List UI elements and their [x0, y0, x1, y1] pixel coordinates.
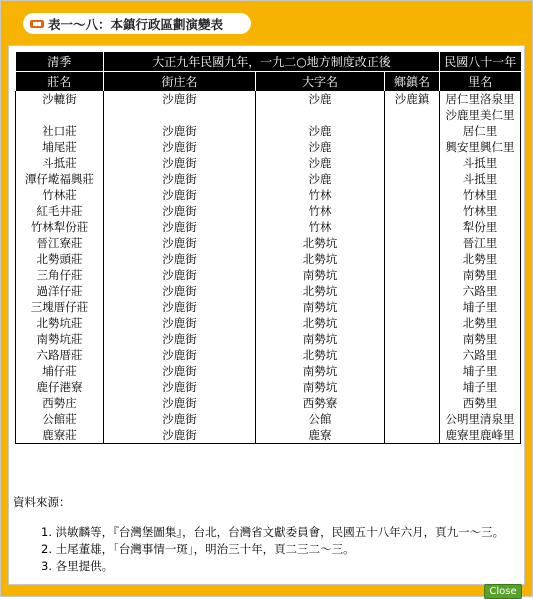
- table-cell: 鹿仔港寮: [16, 379, 104, 395]
- table-cell: 沙轆街: [16, 91, 104, 107]
- table-row: [16, 395, 521, 411]
- table-cell: 沙鹿: [256, 91, 385, 107]
- table-cell: 沙鹿街: [104, 155, 256, 171]
- table-cell: 竹林: [256, 203, 385, 219]
- table-cell: [385, 251, 440, 267]
- table-cell: [385, 331, 440, 347]
- table-cell: 居仁里洛泉里: [440, 91, 521, 107]
- table-cell: 南勢坑: [256, 331, 385, 347]
- table-cell: [385, 123, 440, 139]
- table-row: [16, 123, 521, 139]
- table-cell: 沙鹿街: [104, 379, 256, 395]
- table-cell: 北勢坑: [256, 251, 385, 267]
- table-row: [16, 267, 521, 283]
- table-cell: 沙鹿街: [104, 251, 256, 267]
- table-row: [16, 363, 521, 379]
- table-cell: [385, 379, 440, 395]
- table-cell: 竹林里: [440, 203, 521, 219]
- table-cell: [385, 155, 440, 171]
- table-cell: 沙鹿街: [104, 91, 256, 107]
- table-cell: 沙鹿里美仁里: [440, 107, 521, 123]
- table-cell: 鹿寮: [256, 427, 385, 444]
- table-cell: 北勢坑: [256, 235, 385, 251]
- dialog-title: 表一～八：本鎮行政區劃演變表: [48, 16, 224, 32]
- table-cell: 三角仔莊: [16, 267, 104, 283]
- table-cell: 竹林: [256, 187, 385, 203]
- close-button[interactable]: Close: [484, 584, 522, 599]
- table-cell: 居仁里: [440, 123, 521, 139]
- table-row: [16, 155, 521, 171]
- table-cell: 沙鹿街: [104, 315, 256, 331]
- sources-heading: 資料來源：: [13, 495, 71, 509]
- table-cell: [385, 235, 440, 251]
- table-cell: 北勢頭莊: [16, 251, 104, 267]
- table-cell: 北勢里: [440, 251, 521, 267]
- table-cell: [385, 283, 440, 299]
- table-row: [16, 171, 521, 187]
- table-cell: 北勢坑: [256, 347, 385, 363]
- table-cell: 埔子里: [440, 379, 521, 395]
- table-cell: 六路里: [440, 283, 521, 299]
- col-header-li: 里名: [440, 72, 521, 92]
- table-cell: 沙鹿街: [104, 363, 256, 379]
- table-cell: 沙鹿街: [104, 171, 256, 187]
- header-roc81: 民國八十一年: [440, 52, 521, 72]
- table-cell: [385, 139, 440, 155]
- table-cell: 西勢庄: [16, 395, 104, 411]
- table-cell: 南勢坑莊: [16, 331, 104, 347]
- table-cell: 北勢坑: [256, 283, 385, 299]
- table-cell: 興安里興仁里: [440, 139, 521, 155]
- table-cell: [385, 107, 440, 123]
- header-taisho: 大正九年民國九年，一九二○地方制度改正後: [104, 52, 440, 72]
- table-row: [16, 315, 521, 331]
- table-cell: 竹林莊: [16, 187, 104, 203]
- table-cell: 斗抵里: [440, 155, 521, 171]
- table-row: [16, 411, 521, 427]
- col-header-township: 鄉鎮名: [385, 72, 440, 92]
- table-cell: 沙鹿街: [104, 203, 256, 219]
- table-row: [16, 283, 521, 299]
- table-cell: 斗抵莊: [16, 155, 104, 171]
- table-row: [16, 107, 521, 123]
- table-row: [16, 203, 521, 219]
- table-cell: [385, 171, 440, 187]
- table-row: [16, 139, 521, 155]
- table-cell: 沙鹿街: [104, 267, 256, 283]
- table-cell: [385, 315, 440, 331]
- table-cell: 沙鹿街: [104, 219, 256, 235]
- table-cell: 南勢里: [440, 267, 521, 283]
- table-cell: 沙鹿: [256, 139, 385, 155]
- source-item: 1. 洪敏麟等，『台灣堡圖集』，台北，台灣省文獻委員會，民國五十八年六月，頁九一～三。: [41, 525, 505, 539]
- table-cell: 竹林: [256, 219, 385, 235]
- table-cell: 過洋仔莊: [16, 283, 104, 299]
- table-cell: 沙鹿街: [104, 427, 256, 444]
- table-cell: 西勢寮: [256, 395, 385, 411]
- table-cell: [385, 363, 440, 379]
- header-qing: 清季: [16, 52, 104, 72]
- table-cell: 沙鹿街: [104, 331, 256, 347]
- table-row: [16, 427, 521, 444]
- table-cell: [385, 219, 440, 235]
- table-cell: 沙鹿: [256, 155, 385, 171]
- table-cell: 竹林里: [440, 187, 521, 203]
- source-item: 3. 各里提供。: [41, 559, 114, 573]
- table-cell: [385, 203, 440, 219]
- table-cell: 潭仔墘福興莊: [16, 171, 104, 187]
- table-cell: 北勢里: [440, 315, 521, 331]
- table-cell: 南勢里: [440, 331, 521, 347]
- table-cell: 沙鹿: [256, 123, 385, 139]
- table-cell: 南勢坑: [256, 379, 385, 395]
- table-cell: [104, 107, 256, 123]
- table-cell: 沙鹿街: [104, 411, 256, 427]
- table-cell: 沙鹿街: [104, 395, 256, 411]
- title-bullet-icon: [30, 20, 44, 28]
- table-cell: 六路厝莊: [16, 347, 104, 363]
- table-row: [16, 187, 521, 203]
- table-cell: 公館: [256, 411, 385, 427]
- table-cell: [385, 347, 440, 363]
- table-cell: 沙鹿街: [104, 347, 256, 363]
- content-panel: [8, 45, 525, 585]
- table-cell: 南勢坑: [256, 267, 385, 283]
- table-cell: [385, 427, 440, 444]
- col-header-village: 莊名: [16, 72, 104, 92]
- table-cell: 竹林犁份莊: [16, 219, 104, 235]
- table-row: [16, 379, 521, 395]
- table-cell: 鹿寮里鹿峰里: [440, 427, 521, 444]
- table-cell: 沙鹿街: [104, 283, 256, 299]
- table-cell: 沙鹿: [256, 171, 385, 187]
- table-cell: 埔尾莊: [16, 139, 104, 155]
- table-cell: 晉江里: [440, 235, 521, 251]
- table-cell: 犁份里: [440, 219, 521, 235]
- table-cell: 西勢里: [440, 395, 521, 411]
- table-body: [16, 91, 521, 444]
- table-cell: 三塊厝仔莊: [16, 299, 104, 315]
- table-cell: [385, 299, 440, 315]
- district-table: [15, 52, 521, 444]
- title-tab: [23, 13, 251, 34]
- col-header-section: 大字名: [256, 72, 385, 92]
- table-cell: 公館莊: [16, 411, 104, 427]
- table-cell: 社口莊: [16, 123, 104, 139]
- table-cell: 埔子里: [440, 363, 521, 379]
- table-row: [16, 235, 521, 251]
- table-row: [16, 347, 521, 363]
- table-cell: 沙鹿街: [104, 235, 256, 251]
- table-cell: 沙鹿街: [104, 187, 256, 203]
- table-cell: 沙鹿街: [104, 123, 256, 139]
- table-cell: [385, 187, 440, 203]
- table-cell: 六路里: [440, 347, 521, 363]
- table-cell: 埔仔莊: [16, 363, 104, 379]
- table-row: [16, 91, 521, 107]
- table-cell: 北勢坑莊: [16, 315, 104, 331]
- table-row: [16, 331, 521, 347]
- table-row: [16, 251, 521, 267]
- table-cell: [385, 411, 440, 427]
- table-row: [16, 219, 521, 235]
- table-cell: [16, 107, 104, 123]
- table-cell: 南勢坑: [256, 299, 385, 315]
- table-cell: [256, 107, 385, 123]
- table-cell: 鹿寮莊: [16, 427, 104, 444]
- table-cell: 公明里清泉里: [440, 411, 521, 427]
- source-item: 2. 土尾董雄，「台灣事情一斑」，明治三十年，頁二三二～三。: [41, 542, 355, 556]
- table-cell: 埔子里: [440, 299, 521, 315]
- table-cell: 北勢坑: [256, 315, 385, 331]
- table-cell: 南勢坑: [256, 363, 385, 379]
- table-cell: [385, 395, 440, 411]
- table-row: [16, 299, 521, 315]
- table-cell: 晉江寮莊: [16, 235, 104, 251]
- table-cell: 斗抵里: [440, 171, 521, 187]
- table-cell: 沙鹿街: [104, 139, 256, 155]
- sources-notes: [13, 494, 504, 575]
- table-cell: [385, 267, 440, 283]
- table-cell: 沙鹿鎮: [385, 91, 440, 107]
- sources-list: [13, 524, 504, 575]
- table-cell: 紅毛井莊: [16, 203, 104, 219]
- table-cell: 沙鹿街: [104, 299, 256, 315]
- col-header-street: 街庄名: [104, 72, 256, 92]
